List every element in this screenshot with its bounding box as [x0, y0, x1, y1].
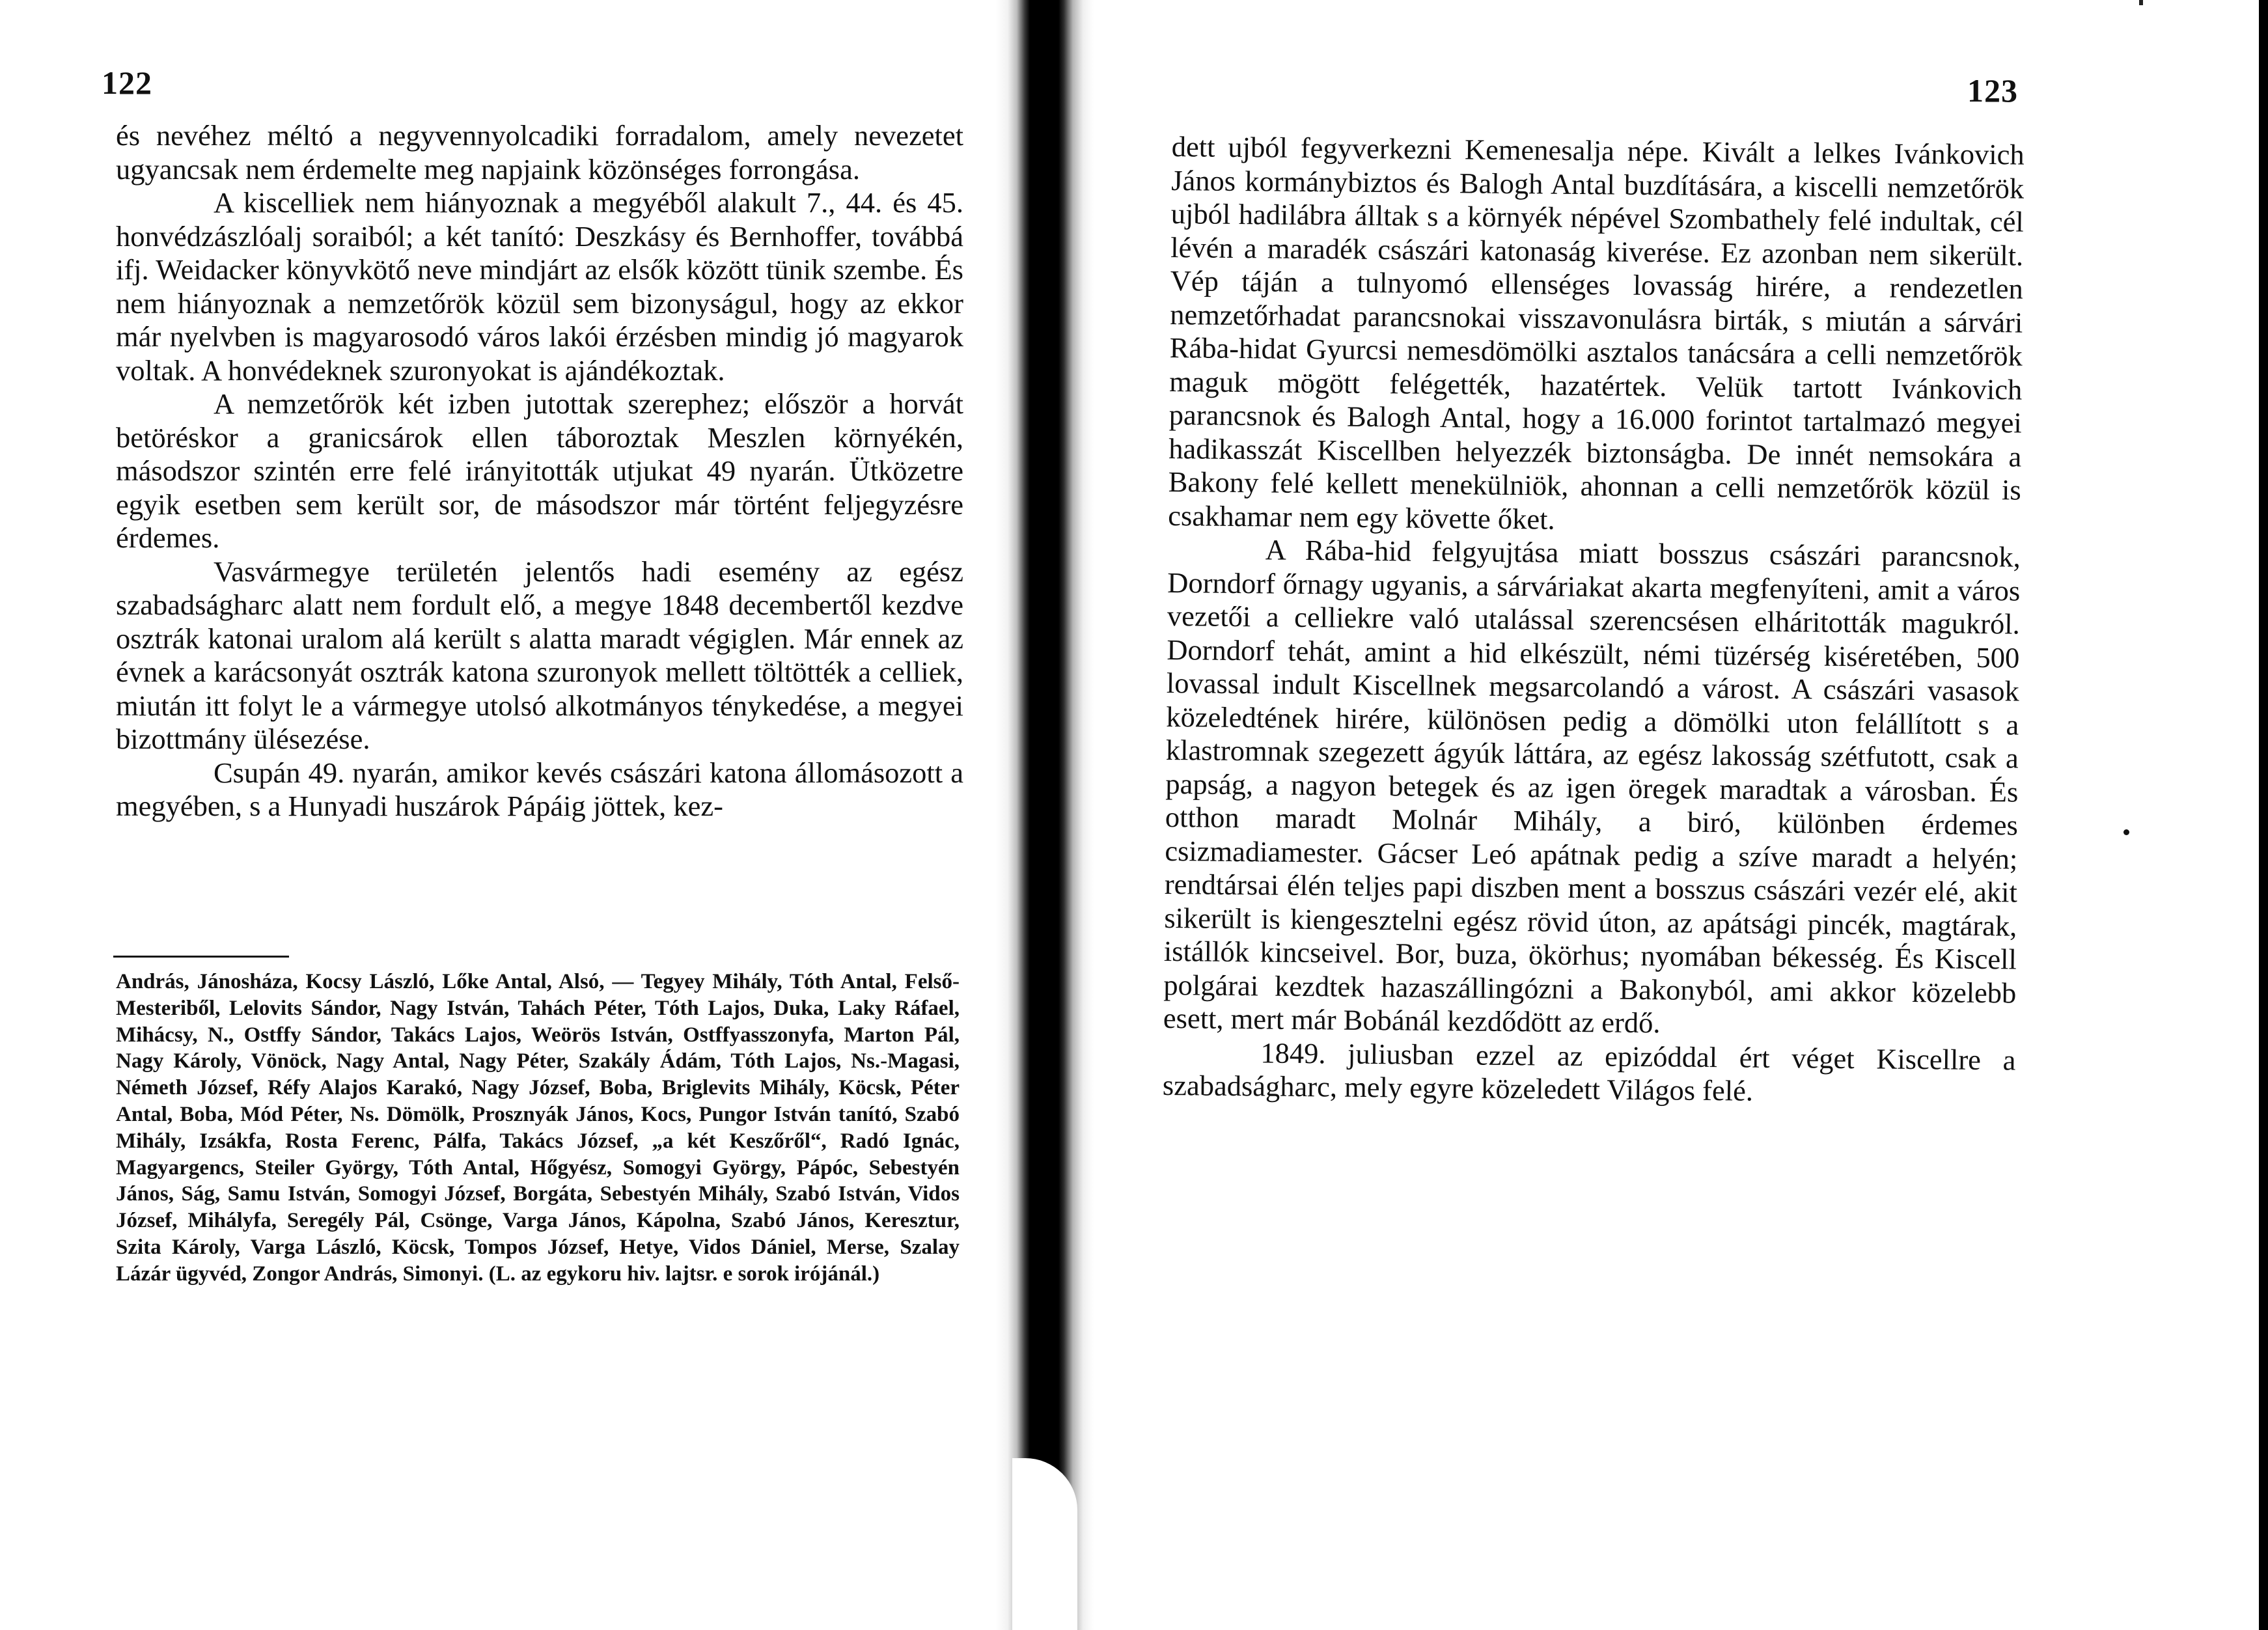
gutter-page-curl: [1012, 1458, 1077, 1630]
book-gutter-shadow: [996, 0, 1094, 1630]
paragraph: Csupán 49. nyarán, amikor kevés császári katona állomásozott a megyében, s a Hunyadi huszárok Pápáig jöttek, kez-: [116, 756, 963, 822]
left-page-number: 122: [102, 64, 152, 101]
paragraph: Vasvármegye területén jelentős hadi esemény az egész szabadságharc alatt nem fordult elő, a megye 1848 decembertől kezdve osztrák katonai uralom alá került s alatta maradt végiglen. Már ennek az évnek a karácsonyát osztrák katona szuronyok mellett töltötték a celliek, miután itt folyt le a vármegye utolsó alkotmányos ténykedése, a megyei bizottmány ülésezése.: [116, 555, 963, 755]
paragraph: A Rába-hid felgyujtása miatt bosszus császári parancsnok, Dorndorf őrnagy ugyanis, a sárváriakat akarta megfenyíteni, amit a város vezetői a celliekre való utalással szerencsésen elháritották magukról. Dorndorf tehát, amint a hid elkészült, némi tüzérség kiséretében, 500 lovassal indult Kiscellnek megsarcolandó a várost. A császári vasasok közeledtének hirére, különösen pedig a dömölki uton felállított s a klastromnak szegezett ágyúk láttára, az egész lakosság szétfutott, csak a papság, a nagyon betegek és az igen öregek maradtak a városban. És otthon maradt Molnár Mihály, a biró, különben érdemes csizmadiamester. Gácser Leó apátnak pedig a szíve maradt a helyén; rendtársai élén teljes papi diszben ment a bosszus császári vezér elé, akit sikerült is kiengesztelni egész rövid úton, az apátsági pincék, magtárak, istállók kincseivel. Bor, buza, ökörhus; nyomában békesség. És Kiscell polgárai kezdtek hazaszállingózni a Bakonyból, ami akkor közelebb esett, mert már Bobánál kezdődött az erdő.: [1163, 533, 2021, 1040]
scan-mark: [2139, 0, 2143, 5]
paragraph: és nevéhez méltó a negyvennyolcadiki forradalom, amely nevezetet ugyancsak nem érdemelte meg napjaink közönséges forrongása.: [116, 119, 963, 186]
paragraph: A kiscelliek nem hiányoznak a megyéből alakult 7., 44. és 45. honvédzászlóalj soraiból; a két tanító: Deszkásy és Bernhoffer, továbbá ifj. Weidacker könyvkötő neve mindjárt az elsők között tünik szembe. És nem hiányoznak a nemzetőrök közül sem bizonyságul, hogy az ekkor már nyelvben is magyarosodó város lakói érzésben mindig jó magyarok voltak. A honvédeknek szuronyokat is ajándékoztak.: [116, 186, 963, 387]
paragraph: A nemzetőrök két izben jutottak szerephez; először a horvát betöréskor a granicsárok ellen táboroztak Meszlen környékén, másodszor szintén erre felé irányitották utjukat 49 nyarán. Ütközetre egyik esetben sem került sor, de másodszor már történt feljegyzésre érdemes.: [116, 387, 963, 554]
paragraph: dett ujból fegyverkezni Kemenesalja népe. Kivált a lelkes Ivánkovich János kormánybiztos és Balogh Antal buzdítására, a kiscelli nemzetőrök ujból hadilábra álltak s a környék népével Szombathely felé indultak, cél lévén a maradék császári katonaság kiverése. Ez azonban nem sikerült. Vép táján a tulnyomó ellenséges lovasság hirére, a rendezetlen nemzetőrhadat parancsnokai visszavonulásra birták, s miután a sárvári Rába-hidat Gyurcsi nemesdömölki asztalos tanácsára a celli nemzetőrök maguk mögött felégették, hazatértek. Velük tartott Ivánkovich parancsnok és Balogh Antal, hogy a 16.000 forintot tartalmazó megyei hadikasszát Kiscellben helyezzék biztonságba. De innét nemsokára a Bakony felé kellett menekülniök, ahonnan a celli nemzetőrök közül is csakhamar nem egy követte őket.: [1168, 130, 2025, 536]
left-page-body: [116, 119, 963, 823]
scan-edge: [2259, 0, 2268, 1630]
paragraph: 1849. juliusban ezzel az epizóddal ért véget Kiscellre a szabadságharc, mely egyre közeledett Világos felé.: [1162, 1036, 2016, 1107]
footnote: András, Jánosháza, Kocsy László, Lőke Antal, Alsó, — Tegyey Mihály, Tóth Antal, Felső-Mesteriből, Lelovits Sándor, Nagy István, Tahách Péter, Tóth Lajos, Duka, Laky Ráfael, Mihácsy, N., Ostffy Sándor, Takács Lajos, Weörös István, Ostffyasszonyfa, Marton Pál, Nagy Károly, Vönöck, Nagy Antal, Nagy Péter, Szakály Ádám, Tóth Lajos, Ns.-Magasi, Németh József, Réfy Alajos Karakó, Nagy József, Boba, Briglevits Mihály, Köcsk, Péter Antal, Boba, Mód Péter, Ns. Dömölk, Prosznyák János, Kocs, Pungor István tanító, Szabó Mihály, Izsákfa, Rosta Ferenc, Pálfa, Takács József, „a két Keszőről“, Radó Ignác, Magyargencs, Steiler György, Tóth Antal, Hőgyész, Somogyi György, Pápóc, Sebestyén János, Ság, Samu István, Somogyi József, Borgáta, Sebestyén Mihály, Szabó István, Vidos József, Mihályfa, Seregély Pál, Csönge, Varga János, Kápolna, Szabó János, Keresztur, Szita Károly, Varga László, Köcsk, Tompos József, Hetye, Vidos Dániel, Merse, Szalay Lázár ügyvéd, Zongor András, Simonyi. (L. az egykoru hiv. lajtsr. e sorok irójánál.): [116, 970, 960, 1286]
footnote-divider: [113, 956, 289, 958]
ink-speck: [2123, 829, 2129, 835]
right-page-body: [1163, 130, 2025, 1111]
right-page-number: 123: [1967, 72, 2018, 109]
